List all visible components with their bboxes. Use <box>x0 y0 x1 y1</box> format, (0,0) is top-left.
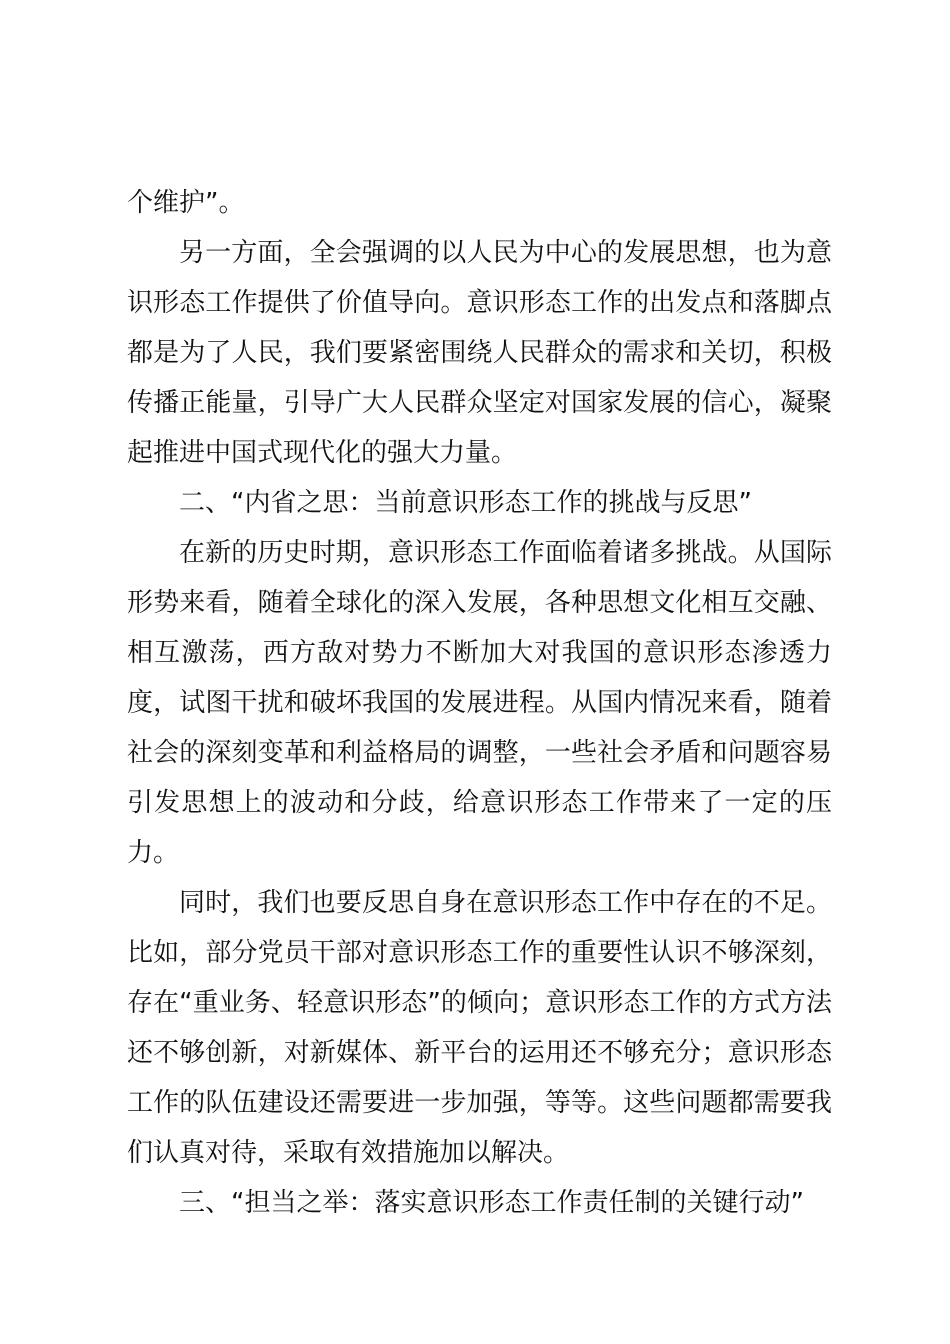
paragraph-people-centered: 另一方面，全会强调的以人民为中心的发展思想，也为意识形态工作提供了价值导向。意识形态工作的出发点和落脚点都是为了人民，我们要紧密围绕人民群众的需求和关切，积极传播正能量，引导广大人民群众坚定对国家发展的信心，凝聚起推进中国式现代化的强大力量。 <box>127 238 832 468</box>
section-heading-two: 二、“内省之思：当前意识形态工作的挑战与反思” <box>179 488 752 518</box>
paragraph-continuation: 个维护”。 <box>127 188 245 218</box>
paragraph-reflection: 同时，我们也要反思自身在意识形态工作中存在的不足。比如，部分党员干部对意识形态工作的重要性认识不够深刻，存在“重业务、轻意识形态”的倾向；意识形态工作的方式方法还不够创新，对新媒体、新平台的运用还不够充分；意识形态工作的队伍建设还需要进一步加强，等等。这些问题都需要我们认真对待，采取有效措施加以解决。 <box>127 888 832 1168</box>
paragraph-challenges: 在新的历史时期，意识形态工作面临着诸多挑战。从国际形势来看，随着全球化的深入发展，各种思想文化相互交融、相互激荡，西方敌对势力不断加大对我国的意识形态渗透力度，试图干扰和破坏我国的发展进程。从国内情况来看，随着社会的深刻变革和利益格局的调整，一些社会矛盾和问题容易引发思想上的波动和分歧，给意识形态工作带来了一定的压力。 <box>127 538 832 868</box>
section-heading-three: 三、“担当之举：落实意识形态工作责任制的关键行动” <box>179 1188 804 1218</box>
document-body <box>127 178 832 1228</box>
